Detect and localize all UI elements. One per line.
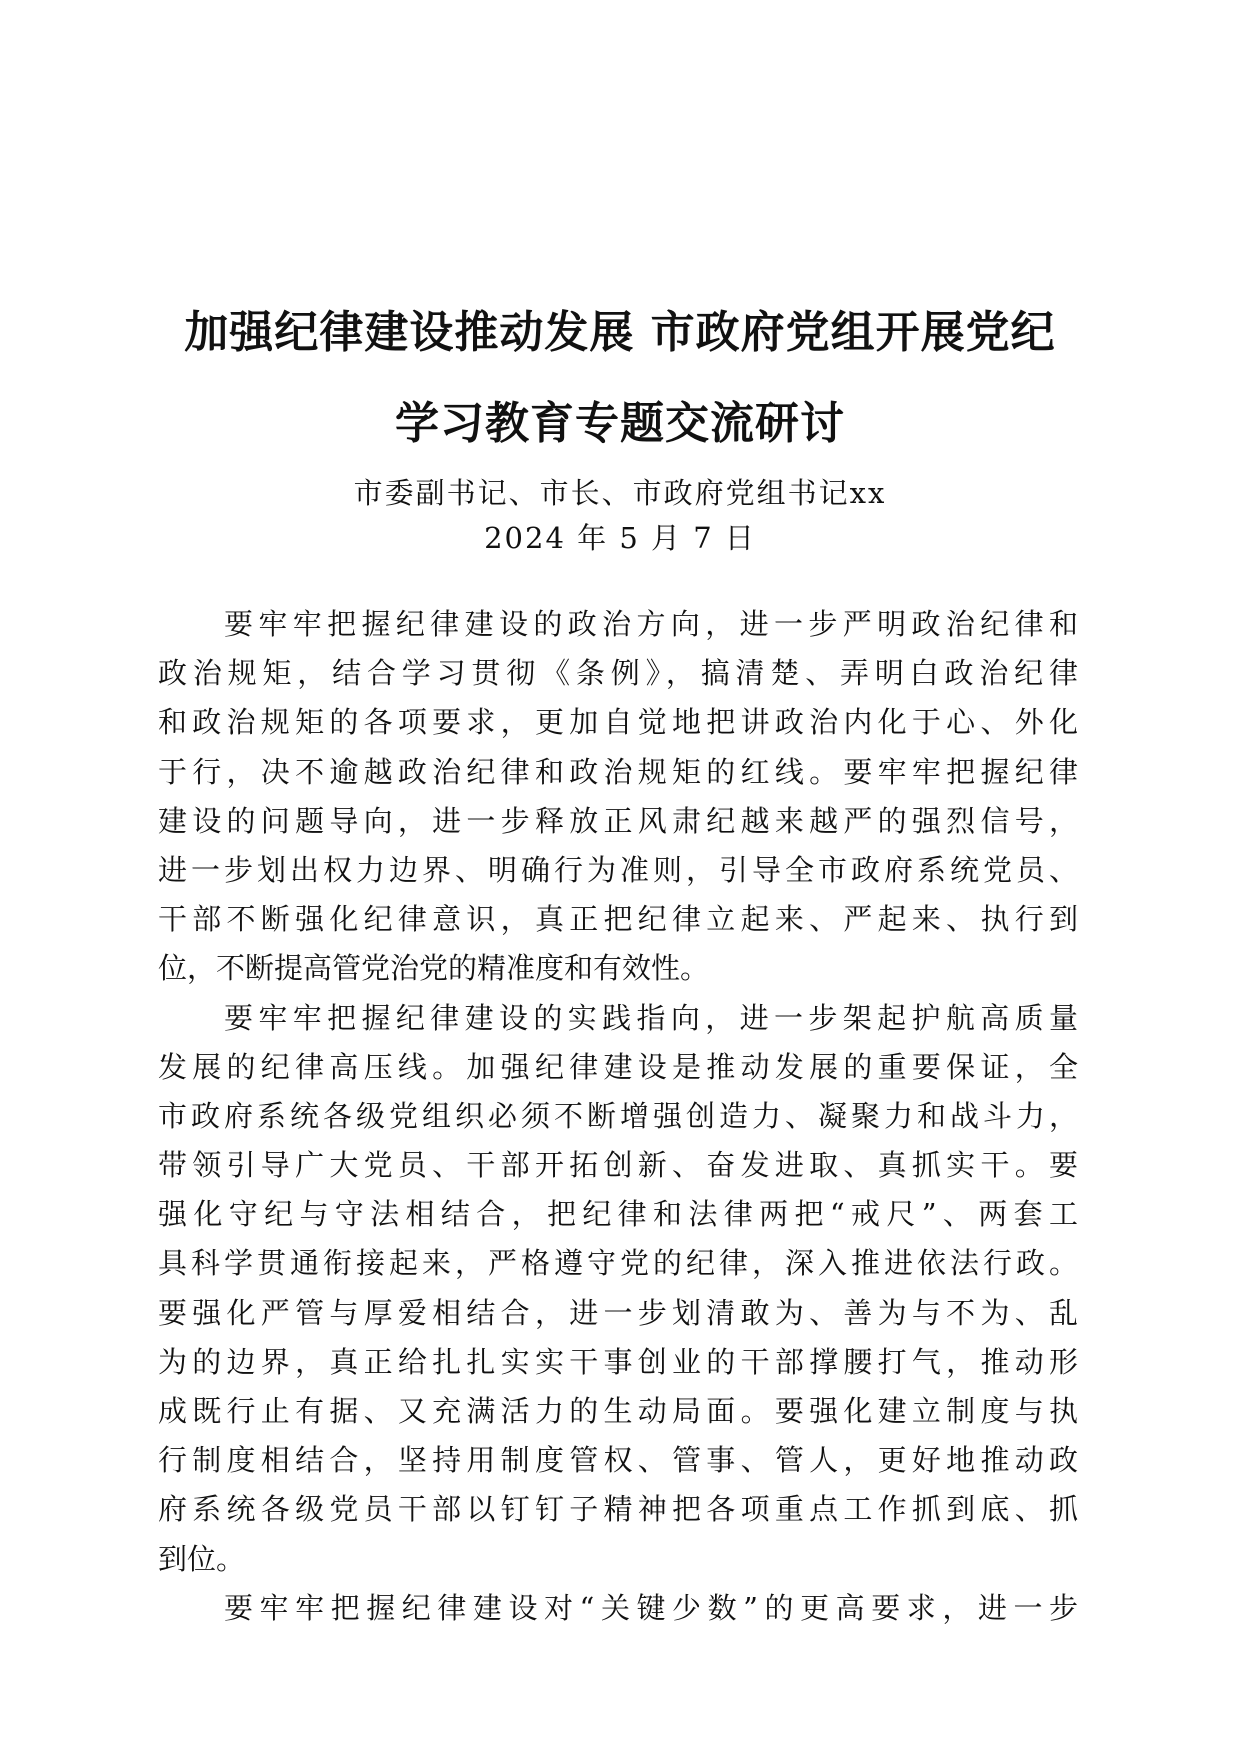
paragraph-line: 成既行止有据、又充满活力的生动局面。要强化建立制度与执	[158, 1394, 1078, 1428]
date-line: 2024 年 5 月 7 日	[484, 521, 756, 555]
paragraph-line: 干部不断强化纪律意识，真正把纪律立起来、严起来、执行到	[158, 902, 1078, 937]
paragraph-line: 行制度相结合，坚持用制度管权、管事、管人，更好地推动政	[158, 1443, 1078, 1478]
paragraph-line: 要牢牢把握纪律建设的实践指向，进一步架起护航高质量	[224, 1000, 1078, 1035]
document-body	[158, 600, 1078, 1633]
paragraph-line: 市政府系统各级党组织必须不断增强创造力、凝聚力和战斗力，	[158, 1098, 1078, 1133]
paragraph-line: 政治规矩，结合学习贯彻《条例》，搞清楚、弄明白政治纪律	[158, 656, 1078, 691]
paragraph-line: 强化守纪与守法相结合，把纪律和法律两把“戒尺”、两套工	[158, 1197, 1078, 1232]
paragraph-line: 要牢牢把握纪律建设对“关键少数”的更高要求，进一步	[224, 1590, 1078, 1625]
document-title-line-1: 加强纪律建设推动发展 市政府党组开展党纪	[184, 307, 1056, 358]
paragraph-1	[158, 600, 1078, 994]
paragraph-line: 到位。	[158, 1541, 246, 1576]
document-title-line-2: 学习教育专题交流研讨	[395, 398, 845, 449]
paragraph-2	[158, 994, 1078, 1584]
paragraph-line: 要强化严管与厚爱相结合，进一步划清敢为、善为与不为、乱	[158, 1295, 1078, 1330]
paragraph-line: 和政治规矩的各项要求，更加自觉地把讲政治内化于心、外化	[158, 705, 1078, 740]
paragraph-line: 位，不断提高管党治党的精准度和有效性。	[158, 951, 710, 986]
paragraph-line: 建设的问题导向，进一步释放正风肃纪越来越严的强烈信号，	[158, 803, 1078, 838]
author-line: 市委副书记、市长、市政府党组书记xx	[353, 476, 887, 510]
paragraph-line: 带领引导广大党员、干部开拓创新、奋发进取、真抓实干。要	[158, 1148, 1078, 1183]
paragraph-line: 府系统各级党员干部以钉钉子精神把各项重点工作抓到底、抓	[158, 1492, 1078, 1527]
paragraph-line: 为的边界，真正给扎扎实实干事创业的干部撑腰打气，推动形	[158, 1344, 1078, 1379]
paragraph-3	[158, 1584, 1078, 1633]
paragraph-line: 于行，决不逾越政治纪律和政治规矩的红线。要牢牢把握纪律	[158, 754, 1078, 789]
paragraph-line: 具科学贯通衔接起来，严格遵守党的纪律，深入推进依法行政。	[158, 1246, 1078, 1281]
paragraph-line: 进一步划出权力边界、明确行为准则，引导全市政府系统党员、	[158, 852, 1078, 887]
paragraph-line: 发展的纪律高压线。加强纪律建设是推动发展的重要保证，全	[158, 1049, 1078, 1084]
paragraph-line: 要牢牢把握纪律建设的政治方向，进一步严明政治纪律和	[224, 607, 1078, 641]
